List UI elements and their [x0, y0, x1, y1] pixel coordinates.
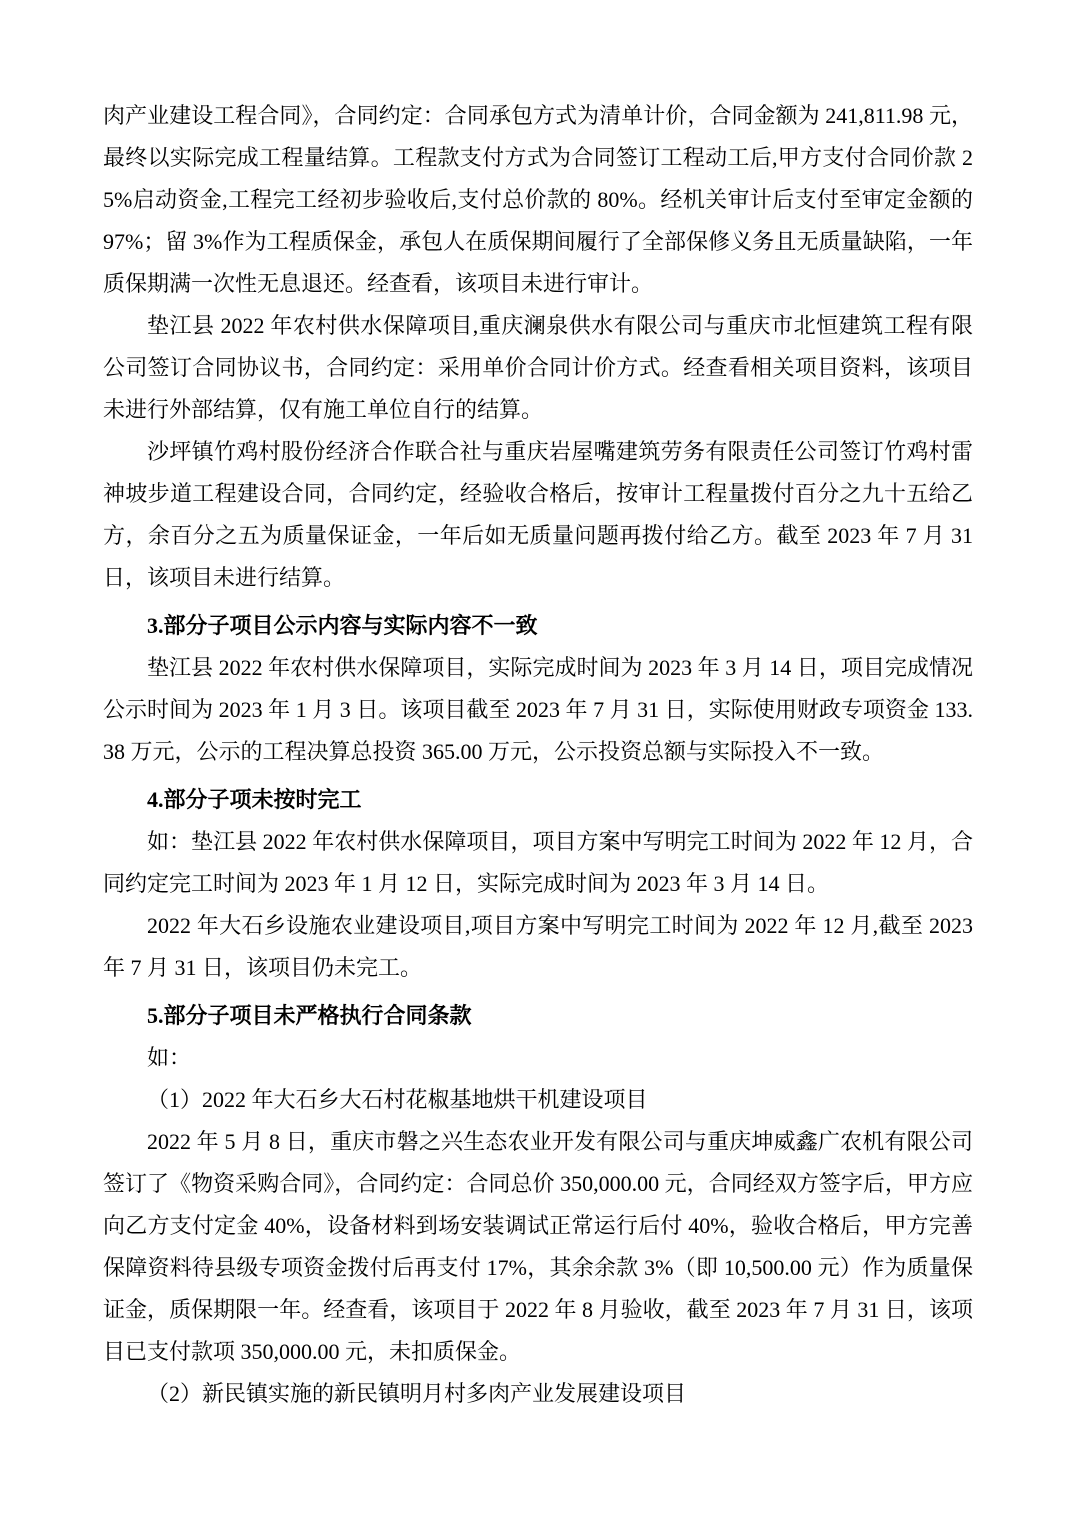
paragraph: （2）新民镇实施的新民镇明月村多肉产业发展建设项目 [147, 1381, 687, 1406]
paragraph: （1）2022 年大石乡大石村花椒基地烘干机建设项目 [147, 1087, 648, 1112]
document-content [103, 95, 973, 1415]
paragraph: 垫江县 2022 年农村供水保障项目,重庆澜泉供水有限公司与重庆市北恒建筑工程有限公司签订合同协议书，合同约定：采用单价合同计价方式。经查看相关项目资料，该项目未进行外部结算，仅有施工单位自行的结算。 [103, 313, 973, 422]
section-heading: 3.部分子项目公示内容与实际内容不一致 [147, 613, 538, 638]
section-heading: 5.部分子项目未严格执行合同条款 [147, 1003, 472, 1028]
section-heading: 4.部分子项未按时完工 [147, 787, 362, 812]
paragraph: 如： [147, 1045, 192, 1070]
paragraph: 2022 年 5 月 8 日，重庆市磐之兴生态农业开发有限公司与重庆坤威鑫广农机有限公司签订了《物资采购合同》，合同约定：合同总价 350,000.00 元，合同经双方签字后，甲方应向乙方支付定金 40%，设备材料到场安装调试正常运行后付 40%，验收合格后，甲方完善保障资料待县级专项资金拨付后再支付 17%，其余余款 3%（即 10,500.00 元）作为质量保证金，质保期限一年。经查看，该项目于 2022 年 8 月验收，截至 2023 年 7 月 31 日，该项目已支付款项 350,000.00 元，未扣质保金。 [103, 1129, 973, 1364]
paragraph: 沙坪镇竹鸡村股份经济合作联合社与重庆岩屋嘴建筑劳务有限责任公司签订竹鸡村雷神坡步道工程建设合同，合同约定，经验收合格后，按审计工程量拨付百分之九十五给乙方，余百分之五为质量保证金，一年后如无质量问题再拨付给乙方。截至 2023 年 7 月 31 日，该项目未进行结算。 [103, 439, 973, 590]
paragraph: 肉产业建设工程合同》，合同约定：合同承包方式为清单计价，合同金额为 241,811.98 元，最终以实际完成工程量结算。工程款支付方式为合同签订工程动工后,甲方支付合同价款 25%启动资金,工程完工经初步验收后,支付总价款的 80%。经机关审计后支付至审定金额的 97%；留 3%作为工程质保金，承包人在质保期间履行了全部保修义务且无质量缺陷，一年质保期满一次性无息退还。经查看，该项目未进行审计。 [103, 103, 973, 296]
paragraph: 2022 年大石乡设施农业建设项目,项目方案中写明完工时间为 2022 年 12 月,截至 2023 年 7 月 31 日，该项目仍未完工。 [103, 913, 973, 980]
paragraph: 如：垫江县 2022 年农村供水保障项目，项目方案中写明完工时间为 2022 年 12 月，合同约定完工时间为 2023 年 1 月 12 日，实际完成时间为 2023 年 3 月 14 日。 [103, 829, 973, 896]
paragraph: 垫江县 2022 年农村供水保障项目，实际完成时间为 2023 年 3 月 14 日，项目完成情况公示时间为 2023 年 1 月 3 日。该项目截至 2023 年 7 月 31 日，实际使用财政专项资金 133.38 万元，公示的工程决算总投资 365.00 万元，公示投资总额与实际投入不一致。 [103, 655, 973, 764]
